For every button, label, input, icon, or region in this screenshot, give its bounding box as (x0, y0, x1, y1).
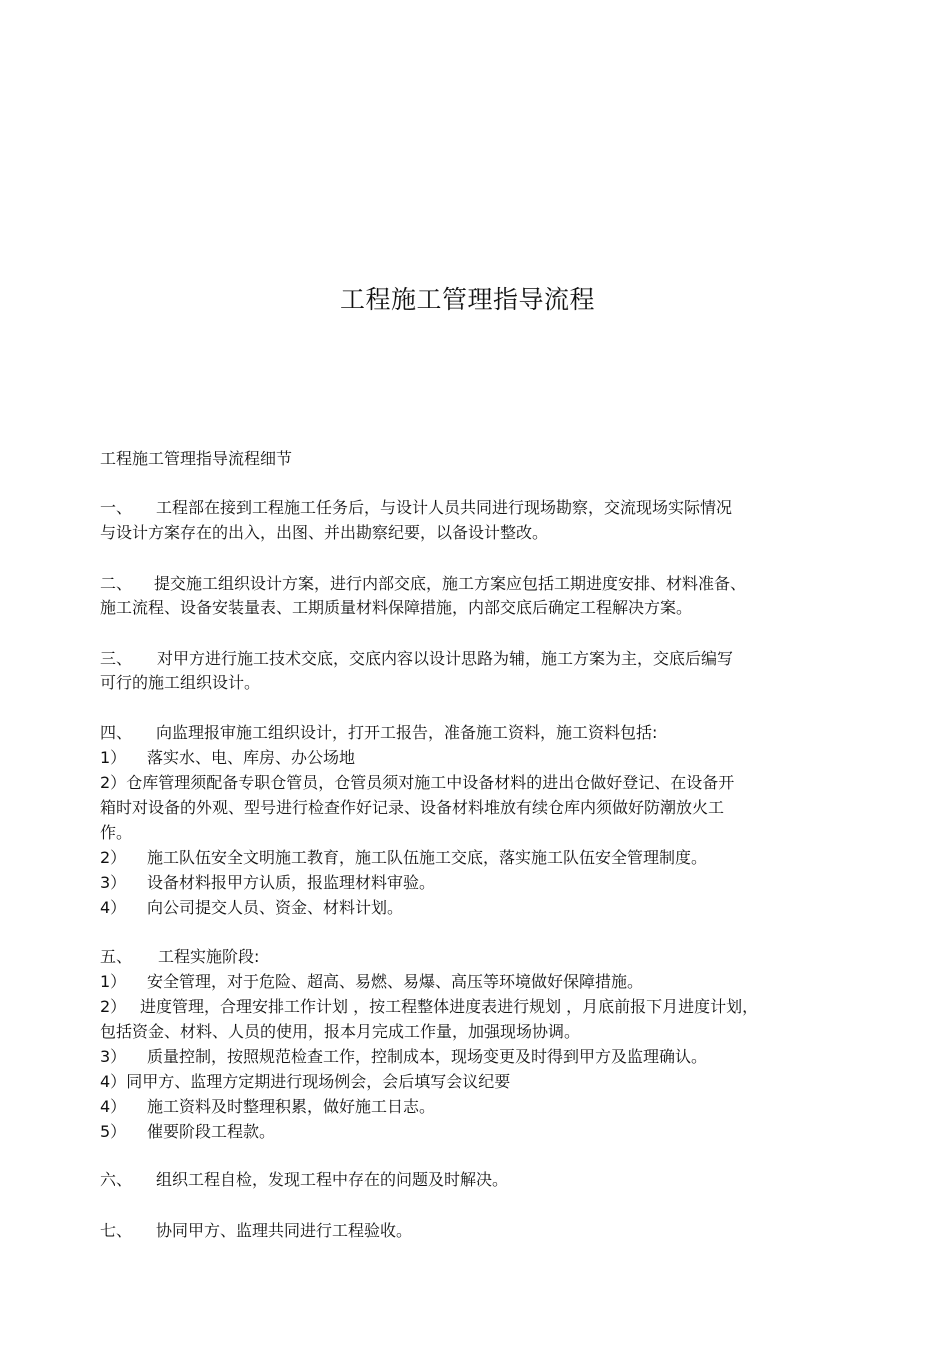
list-item-marker: 4） (100, 1072, 127, 1091)
section-7-number: 七、 (100, 1221, 133, 1240)
list-item-text: 施工资料及时整理积累，做好施工日志。 (147, 1097, 436, 1116)
section-2-text: 提交施工组织设计方案，进行内部交底，施工方案应包括工期进度安排、材料准备、 (154, 574, 747, 593)
list-item-text: 催要阶段工程款。 (147, 1122, 276, 1141)
section-1-line-1 (100, 498, 732, 518)
list-item (100, 848, 707, 868)
list-item-text: 质量控制，按照规范检查工作，控制成本，现场变更及时得到甲方及监理确认。 (147, 1047, 708, 1066)
list-item-marker: 1） (100, 748, 127, 767)
section-4-text: 向监理报审施工组织设计，打开工报告，准备施工资料，施工资料包括: (156, 723, 658, 742)
list-item-marker: 3） (100, 1047, 127, 1066)
section-6-line-1 (100, 1170, 508, 1190)
section-5-number: 五、 (100, 947, 133, 966)
list-item (100, 898, 403, 918)
section-3-number: 三、 (100, 649, 133, 668)
list-item (100, 873, 435, 893)
document-title: 工程施工管理指导流程 (339, 285, 595, 314)
section-1-number: 一、 (100, 498, 133, 517)
list-item-marker: 2） (100, 997, 127, 1016)
list-item-marker: 5） (100, 1122, 127, 1141)
list-item-text: 进度管理，合理安排工作计划 ，按工程整体进度表进行规划 ，月底前报下月进度计划， (140, 997, 759, 1016)
list-item-continuation: 包括资金、材料、人员的使用，报本月完成工作量，加强现场协调。 (100, 1022, 581, 1041)
section-4-number: 四、 (100, 723, 133, 742)
section-6-text: 组织工程自检，发现工程中存在的问题及时解决。 (156, 1170, 509, 1189)
list-item-text: 仓库管理须配备专职仓管员，仓管员须对施工中设备材料的进出仓做好登记、在设备开 (126, 773, 735, 792)
list-item-continuation: 作。 (100, 823, 133, 842)
section-5-line-1 (100, 947, 259, 967)
list-item-text: 安全管理，对于危险、超高、易燃、易爆、高压等环境做好保障措施。 (147, 972, 644, 991)
list-item-continuation: 箱时对设备的外观、型号进行检查作好记录、设备材料堆放有续仓库内须做好防潮放火工 (100, 798, 725, 817)
list-item-marker: 2） (100, 773, 127, 792)
section-1-text: 工程部在接到工程施工任务后，与设计人员共同进行现场勘察，交流现场实际情况 (156, 498, 733, 517)
section-6-number: 六、 (100, 1170, 133, 1189)
section-3-text: 对甲方进行施工技术交底，交底内容以设计思路为辅，施工方案为主，交底后编写 (157, 649, 734, 668)
list-item (100, 1047, 707, 1067)
list-item (100, 972, 643, 992)
list-item-text: 施工队伍安全文明施工教育，施工队伍施工交底，落实施工队伍安全管理制度。 (147, 848, 708, 867)
list-item-text: 落实水、电、库房、办公场地 (147, 748, 356, 767)
list-item-marker: 3） (100, 873, 127, 892)
section-1-line-2: 与设计方案存在的出入，出图、并出勘察纪要，以备设计整改。 (100, 523, 549, 542)
list-item (100, 1097, 435, 1117)
section-2-number: 二、 (100, 574, 133, 593)
list-item-marker: 2） (100, 848, 127, 867)
list-item-marker: 1） (100, 972, 127, 991)
document-subtitle: 工程施工管理指导流程细节 (100, 449, 293, 468)
list-item-text: 向公司提交人员、资金、材料计划。 (147, 898, 404, 917)
section-2-line-1 (100, 574, 746, 594)
section-5-text: 工程实施阶段: (158, 947, 260, 966)
section-7-line-1 (100, 1221, 412, 1241)
list-item (100, 997, 758, 1017)
list-item (100, 748, 355, 768)
list-item-marker: 4） (100, 898, 127, 917)
section-4-line-1 (100, 723, 657, 743)
section-3-line-2: 可行的施工组织设计。 (100, 673, 261, 692)
list-item-text: 同甲方、监理方定期进行现场例会，会后填写会议纪要 (126, 1072, 511, 1091)
list-item (100, 1122, 275, 1142)
list-item (100, 773, 734, 793)
list-item-marker: 4） (100, 1097, 127, 1116)
list-item (100, 1072, 510, 1092)
section-2-line-2: 施工流程、设备安装量表、工期质量材料保障措施，内部交底后确定工程解决方案。 (100, 598, 693, 617)
section-7-text: 协同甲方、监理共同进行工程验收。 (156, 1221, 413, 1240)
section-3-line-1 (100, 649, 733, 669)
list-item-text: 设备材料报甲方认质，报监理材料审验。 (147, 873, 436, 892)
